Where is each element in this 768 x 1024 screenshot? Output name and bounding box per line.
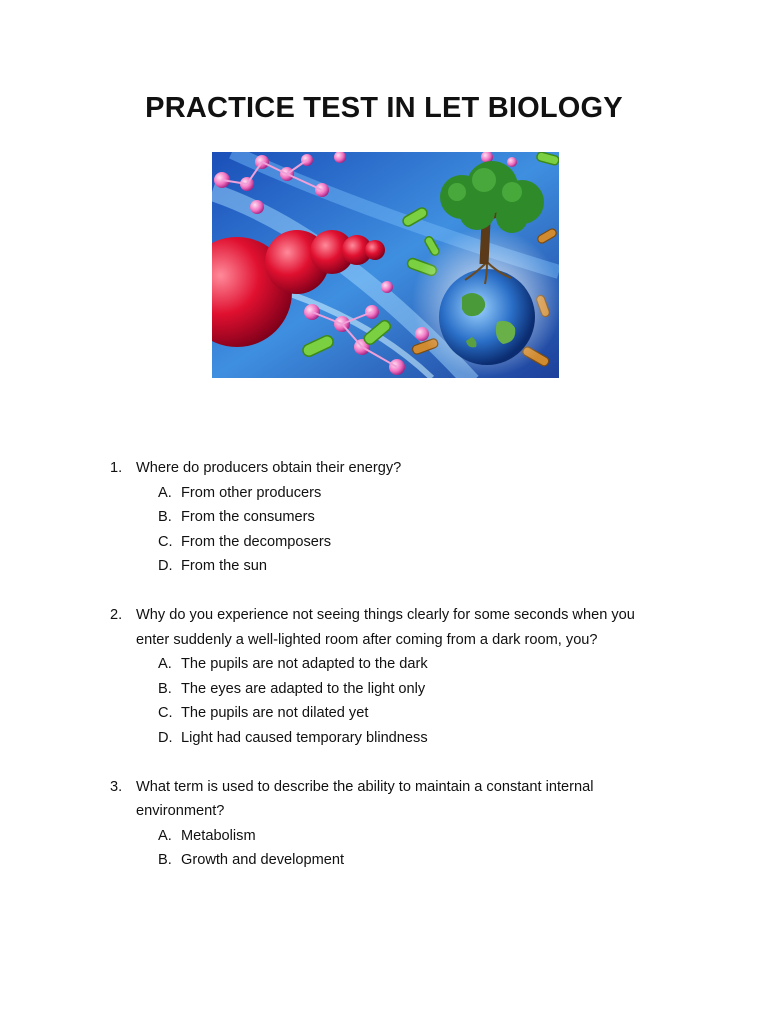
choice-text: The eyes are adapted to the light only xyxy=(181,680,426,697)
choice-letter: C. xyxy=(158,533,173,550)
choice-1c xyxy=(110,530,670,555)
question-2 xyxy=(110,603,670,751)
choice-2a xyxy=(110,652,670,677)
choice-text: The pupils are not adapted to the dark xyxy=(181,656,428,673)
question-number: 2. xyxy=(110,606,123,623)
choice-1a xyxy=(110,481,670,506)
biology-illustration xyxy=(212,152,559,378)
choice-2b xyxy=(110,677,670,702)
question-list xyxy=(110,456,670,897)
choice-letter: C. xyxy=(158,705,173,722)
choice-letter: A. xyxy=(158,827,172,844)
choice-text: The pupils are not dilated yet xyxy=(181,705,369,722)
choice-text: Growth and development xyxy=(181,852,345,869)
question-3 xyxy=(110,775,670,873)
question-number: 3. xyxy=(110,778,123,795)
question-text: What term is used to describe the ability to maintain a constant internal environment? xyxy=(136,778,594,820)
choice-3a xyxy=(110,824,670,849)
choice-letter: A. xyxy=(158,656,172,673)
choice-letter: A. xyxy=(158,484,172,501)
question-text: Where do producers obtain their energy? xyxy=(136,460,402,476)
page-title: PRACTICE TEST IN LET BIOLOGY xyxy=(145,92,623,124)
choice-text: Metabolism xyxy=(181,827,256,844)
choice-letter: D. xyxy=(158,558,173,575)
choice-text: From the sun xyxy=(181,558,267,575)
choice-letter: B. xyxy=(158,852,172,869)
choice-text: From other producers xyxy=(181,484,322,501)
choice-text: Light had caused temporary blindness xyxy=(181,729,428,746)
choice-text: From the decomposers xyxy=(181,533,332,550)
question-number: 1. xyxy=(110,460,123,476)
choice-text: From the consumers xyxy=(181,509,315,526)
question-1 xyxy=(110,456,670,579)
choice-letter: D. xyxy=(158,729,173,746)
choice-letter: B. xyxy=(158,509,172,526)
choice-3b xyxy=(110,848,670,873)
choice-2c xyxy=(110,701,670,726)
choice-2d xyxy=(110,726,670,751)
question-text: Why do you experience not seeing things clearly for some seconds when you enter suddenly a well-lighted room after coming from a dark room, you? xyxy=(136,606,635,648)
choice-letter: B. xyxy=(158,680,172,697)
choice-1b xyxy=(110,505,670,530)
choice-1d xyxy=(110,554,670,579)
